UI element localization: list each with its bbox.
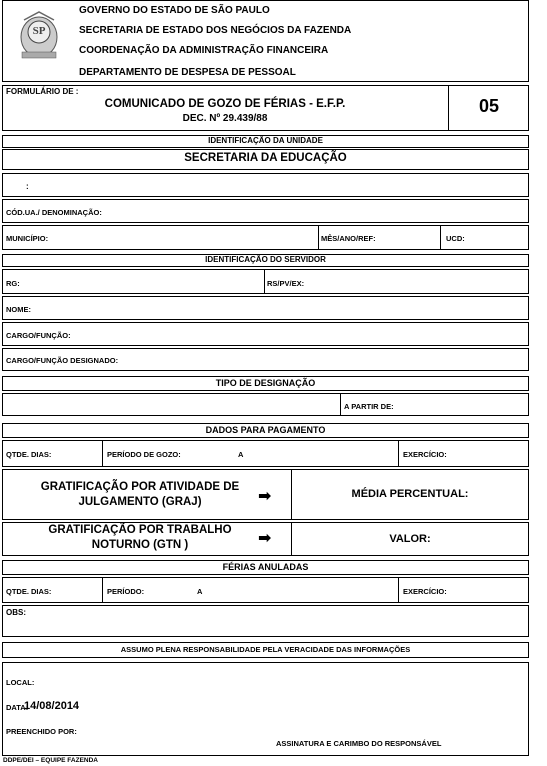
- form-number: 05: [478, 96, 500, 116]
- seal-text: SP: [32, 25, 46, 37]
- graj-line-2: JULGAMENTO (GRAJ): [78, 496, 202, 508]
- assinatura-carimbo-label: ASSINATURA E CARIMBO DO RESPONSÁVEL: [276, 739, 442, 748]
- pag-a-label: A: [238, 450, 244, 459]
- nome-row[interactable]: [2, 296, 529, 320]
- assinatura-box[interactable]: [2, 662, 529, 756]
- state-seal: [14, 10, 64, 68]
- unit-colon: :: [26, 182, 29, 191]
- cargo-designado-label: CARGO/FUNÇÃO DESIGNADO:: [6, 356, 119, 365]
- municipio-label: MUNICÍPIO:: [6, 234, 49, 243]
- ucd-label: UCD:: [446, 234, 465, 243]
- anuladas-row[interactable]: [2, 577, 529, 603]
- pag-periodo-gozo-label: PERÍODO DE GOZO:: [107, 450, 181, 459]
- data-label: DATA:: [6, 703, 29, 712]
- cargo-label: CARGO/FUNÇÃO:: [6, 331, 71, 340]
- graj-arrow-icon: ➡: [258, 486, 272, 505]
- valor-label: VALOR:: [389, 533, 431, 545]
- cargo-row[interactable]: [2, 322, 529, 346]
- servidor-section-title: IDENTIFICAÇÃO DO SERVIDOR: [205, 255, 326, 264]
- rg-label: RG:: [6, 279, 20, 288]
- header-line-4: DEPARTAMENTO DE DESPESA DE PESSOAL: [79, 67, 296, 78]
- form-title: COMUNICADO DE GOZO DE FÉRIAS - E.F.P.: [104, 98, 346, 110]
- form-label: FORMULÁRIO DE :: [6, 87, 79, 96]
- preenchido-por-label: PREENCHIDO POR:: [6, 727, 77, 736]
- a-partir-de-label: A PARTIR DE:: [344, 402, 394, 411]
- nome-label: NOME:: [6, 305, 31, 314]
- data-value: 14/08/2014: [24, 700, 80, 712]
- designacao-row[interactable]: [2, 393, 529, 416]
- gtn-arrow-icon: ➡: [258, 528, 272, 547]
- responsabilidade-text: ASSUMO PLENA RESPONSABILIDADE PELA VERACIDADE DAS INFORMAÇÕES: [120, 645, 411, 654]
- anu-qtde-dias-label: QTDE. DIAS:: [6, 587, 52, 596]
- cod-ua-label: CÓD.UA./ DENOMINAÇÃO:: [6, 208, 102, 217]
- local-label: LOCAL:: [6, 678, 35, 687]
- secretaria-name: SECRETARIA DA EDUCAÇÃO: [184, 152, 347, 164]
- footer-text: DDPE/DEI – EQUIPE FAZENDA: [3, 757, 98, 764]
- obs-label: OBS:: [6, 608, 26, 617]
- designacao-section-title: TIPO DE DESIGNAÇÃO: [215, 378, 316, 388]
- media-percentual-label: MÉDIA PERCENTUAL:: [351, 488, 469, 500]
- unit-section-title: IDENTIFICAÇÃO DA UNIDADE: [208, 136, 323, 145]
- rg-row[interactable]: [2, 269, 529, 294]
- graj-line-1: GRATIFICAÇÃO POR ATIVIDADE DE: [40, 481, 240, 493]
- anu-periodo-label: PERÍODO:: [107, 587, 145, 596]
- obs-box[interactable]: [2, 605, 529, 637]
- anuladas-section-title: FÉRIAS ANULADAS: [222, 562, 309, 572]
- pagamento-row[interactable]: [2, 440, 529, 467]
- pagamento-section-title: DADOS PARA PAGAMENTO: [205, 425, 326, 435]
- gtn-line-2: NOTURNO (GTN ): [91, 539, 189, 551]
- form-decree: DEC. Nº 29.439/88: [182, 113, 268, 124]
- anu-a-label: A: [197, 587, 203, 596]
- anu-exercicio-label: EXERCÍCIO:: [403, 587, 447, 596]
- pag-qtde-dias-label: QTDE. DIAS:: [6, 450, 52, 459]
- header-line-3: COORDENAÇÃO DA ADMINISTRAÇÃO FINANCEIRA: [79, 45, 329, 56]
- mes-ano-ref-label: MÊS/ANO/REF:: [321, 234, 376, 243]
- unit-colon-row[interactable]: [2, 173, 529, 197]
- header-line-2: SECRETARIA DE ESTADO DOS NEGÓCIOS DA FAZENDA: [79, 25, 352, 36]
- rs-pv-ex-label: RS/PV/EX:: [267, 279, 305, 288]
- header-line-1: GOVERNO DO ESTADO DE SÃO PAULO: [79, 5, 270, 16]
- gtn-line-1: GRATIFICAÇÃO POR TRABALHO: [48, 524, 232, 536]
- pag-exercicio-label: EXERCÍCIO:: [403, 450, 447, 459]
